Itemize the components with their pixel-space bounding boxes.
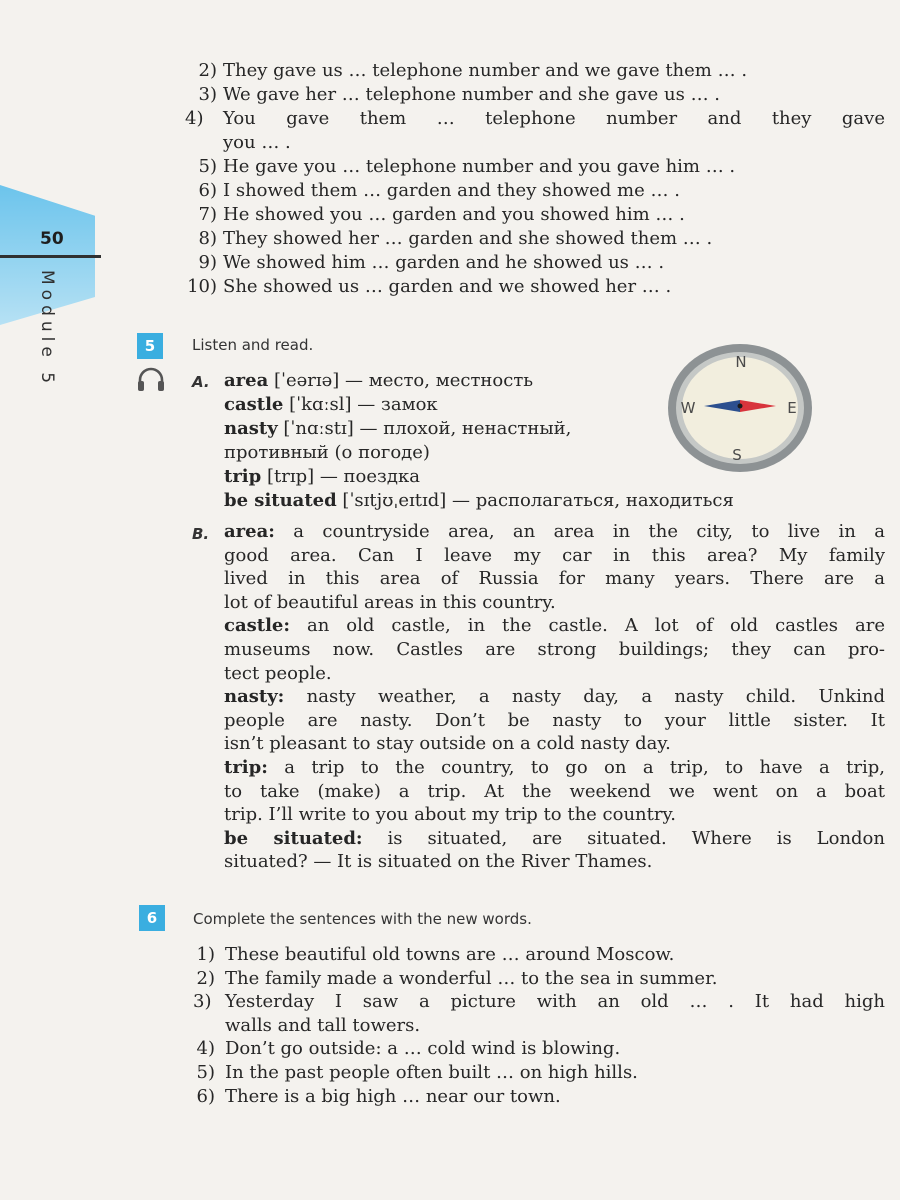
list-item-text: We gave her … telephone number and she gave us … . <box>223 84 721 105</box>
section-5-badge: 5 <box>137 333 163 359</box>
example-text: a countryside area, an area in the city, to live in a <box>274 521 885 542</box>
example-line <box>224 827 885 851</box>
vocab-entry <box>224 441 430 465</box>
example-text: museums now. Castles are strong buildings; they can pro- <box>224 639 885 660</box>
example-line <box>224 520 885 544</box>
example-keyword: nasty: <box>224 686 285 708</box>
list-item <box>193 1061 885 1085</box>
list-item <box>185 227 885 251</box>
example-line <box>224 544 885 568</box>
vocab-word: nasty <box>224 418 278 439</box>
list-item-number: 7) <box>198 204 217 225</box>
part-b-label: B. <box>192 525 210 543</box>
list-item-number: 6) <box>198 180 217 201</box>
list-item-number: 1) <box>196 944 215 965</box>
list-item-text: You gave them … telephone number and they gave <box>223 108 885 129</box>
vocab-word: trip <box>224 466 262 487</box>
example-text: is situated, are situated. Where is London <box>362 827 885 849</box>
compass-label-south: S <box>732 446 742 464</box>
list-item-number: 4) <box>196 1038 215 1060</box>
vocab-word: be situated <box>224 490 337 511</box>
list-item-number: 6) <box>196 1085 215 1107</box>
list-item <box>193 1085 885 1109</box>
vocab-entry <box>224 393 438 417</box>
list-item-text: They showed her … garden and she showed them … . <box>223 228 713 249</box>
example-text: good area. Can I leave my car in this area? My family <box>224 544 885 566</box>
example-line <box>224 709 885 733</box>
example-line <box>224 638 885 662</box>
list-item-text: They gave us … telephone number and we gave them … . <box>223 60 748 81</box>
vocab-word: area <box>224 370 269 391</box>
list-item-number: 8) <box>198 228 217 249</box>
example-line <box>224 803 885 827</box>
example-line <box>224 567 885 591</box>
list-item <box>193 967 885 991</box>
list-item <box>185 59 885 83</box>
list-item <box>185 275 885 299</box>
list-item <box>185 83 885 107</box>
example-text: an old castle, in the castle. A lot of old castles are <box>290 615 885 637</box>
example-text: lot of beautiful areas in this country. <box>224 591 556 613</box>
compass-illustration <box>666 342 814 474</box>
vocab-entry <box>224 417 571 441</box>
example-text: situated? — It is situated on the River Thames. <box>224 851 653 873</box>
example-keyword: trip: <box>224 757 268 778</box>
example-text: people are nasty. Don’t be nasty to your little sister. It <box>224 709 885 731</box>
compass-label-west: W <box>680 399 696 417</box>
list-item <box>185 179 885 203</box>
vocab-definition: [ˈsɪtjʊˌeɪtɪd] — располагаться, находиться <box>336 490 734 511</box>
example-text: to take (make) a trip. At the weekend we went on a boat <box>224 780 885 802</box>
list-item-number: 9) <box>198 252 217 273</box>
example-text: trip. I’ll write to you about my trip to the country. <box>224 804 676 826</box>
example-keyword: be situated: <box>224 827 363 849</box>
example-text: tect people. <box>224 662 332 684</box>
list-item-number: 2) <box>198 60 217 81</box>
list-item-text: We showed him … garden and he showed us … . <box>223 252 665 273</box>
list-item <box>193 1037 885 1061</box>
example-text: nasty weather, a nasty day, a nasty child. Unkind <box>284 686 885 708</box>
list-item-text: There is a big high … near our town. <box>225 1085 561 1107</box>
list-item <box>185 155 885 179</box>
example-line <box>224 850 885 874</box>
section-5-instruction: Listen and read. <box>192 336 314 354</box>
list-item-text: He gave you … telephone number and you gave him … . <box>223 156 736 177</box>
example-line <box>224 756 885 780</box>
example-text: lived in this area of Russia for many years. There are a <box>224 568 885 590</box>
list-item-number: 10) <box>187 276 217 297</box>
example-line <box>224 732 885 756</box>
vocab-entry <box>224 369 533 393</box>
headphones-icon[interactable] <box>136 367 166 393</box>
list-item-continuation: you … . <box>223 132 291 153</box>
vocab-definition: [trɪp] — поездка <box>261 466 420 487</box>
example-line <box>224 662 885 686</box>
list-item-continuation: walls and tall towers. <box>225 1014 421 1036</box>
section-6-badge: 6 <box>139 905 165 931</box>
example-text: isn’t pleasant to stay outside on a cold nasty day. <box>224 733 671 755</box>
list-item-number: 4) <box>185 108 204 129</box>
example-line <box>224 591 885 615</box>
list-item <box>185 203 885 227</box>
list-item-text: These beautiful old towns are … around Moscow. <box>225 944 675 965</box>
vocab-definition: противный (о погоде) <box>224 442 430 463</box>
list-item <box>185 251 885 275</box>
example-text: a trip to the country, to go on a trip, to have a trip, <box>267 757 885 778</box>
list-item-number: 5) <box>196 1062 215 1083</box>
list-item-text: I showed them … garden and they showed me … . <box>223 180 680 201</box>
vocab-word: castle <box>224 394 284 415</box>
list-item <box>193 943 885 967</box>
list-item-text: The family made a wonderful … to the sea in summer. <box>225 967 718 989</box>
page-number-rule <box>0 255 101 258</box>
compass-label-north: N <box>735 353 747 371</box>
list-item-text: He showed you … garden and you showed him … . <box>223 204 685 225</box>
vocab-entry <box>224 465 420 489</box>
list-item-text: She showed us … garden and we showed her … . <box>223 276 672 297</box>
list-item-text: In the past people often built … on high hills. <box>225 1062 638 1083</box>
example-line <box>224 780 885 804</box>
vocab-definition: [ˈeərɪə] — место, местность <box>268 370 534 391</box>
example-line <box>224 614 885 638</box>
example-keyword: castle: <box>224 615 291 637</box>
section-6-instruction: Complete the sentences with the new words. <box>193 910 532 928</box>
vocab-definition: [ˈkɑːsl] — замок <box>283 394 438 415</box>
list-item-number: 2) <box>196 967 215 989</box>
example-line <box>224 685 885 709</box>
list-item <box>185 107 885 131</box>
list-item-text: Yesterday I saw a picture with an old … . It had high <box>225 991 885 1013</box>
part-a-label: A. <box>192 373 210 391</box>
list-item <box>193 990 885 1014</box>
page-number: 50 <box>40 229 64 249</box>
vocab-entry <box>224 489 734 513</box>
list-item-number: 5) <box>198 156 217 177</box>
module-label: Module 5 <box>37 270 57 389</box>
list-item-number: 3) <box>198 84 217 105</box>
compass-label-east: E <box>787 399 797 417</box>
list-item-text: Don’t go outside: a … cold wind is blowing. <box>225 1038 621 1060</box>
list-item-number: 3) <box>193 991 212 1013</box>
vocab-definition: [ˈnɑːstɪ] — плохой, ненастный, <box>277 418 572 439</box>
example-keyword: area: <box>224 521 275 542</box>
